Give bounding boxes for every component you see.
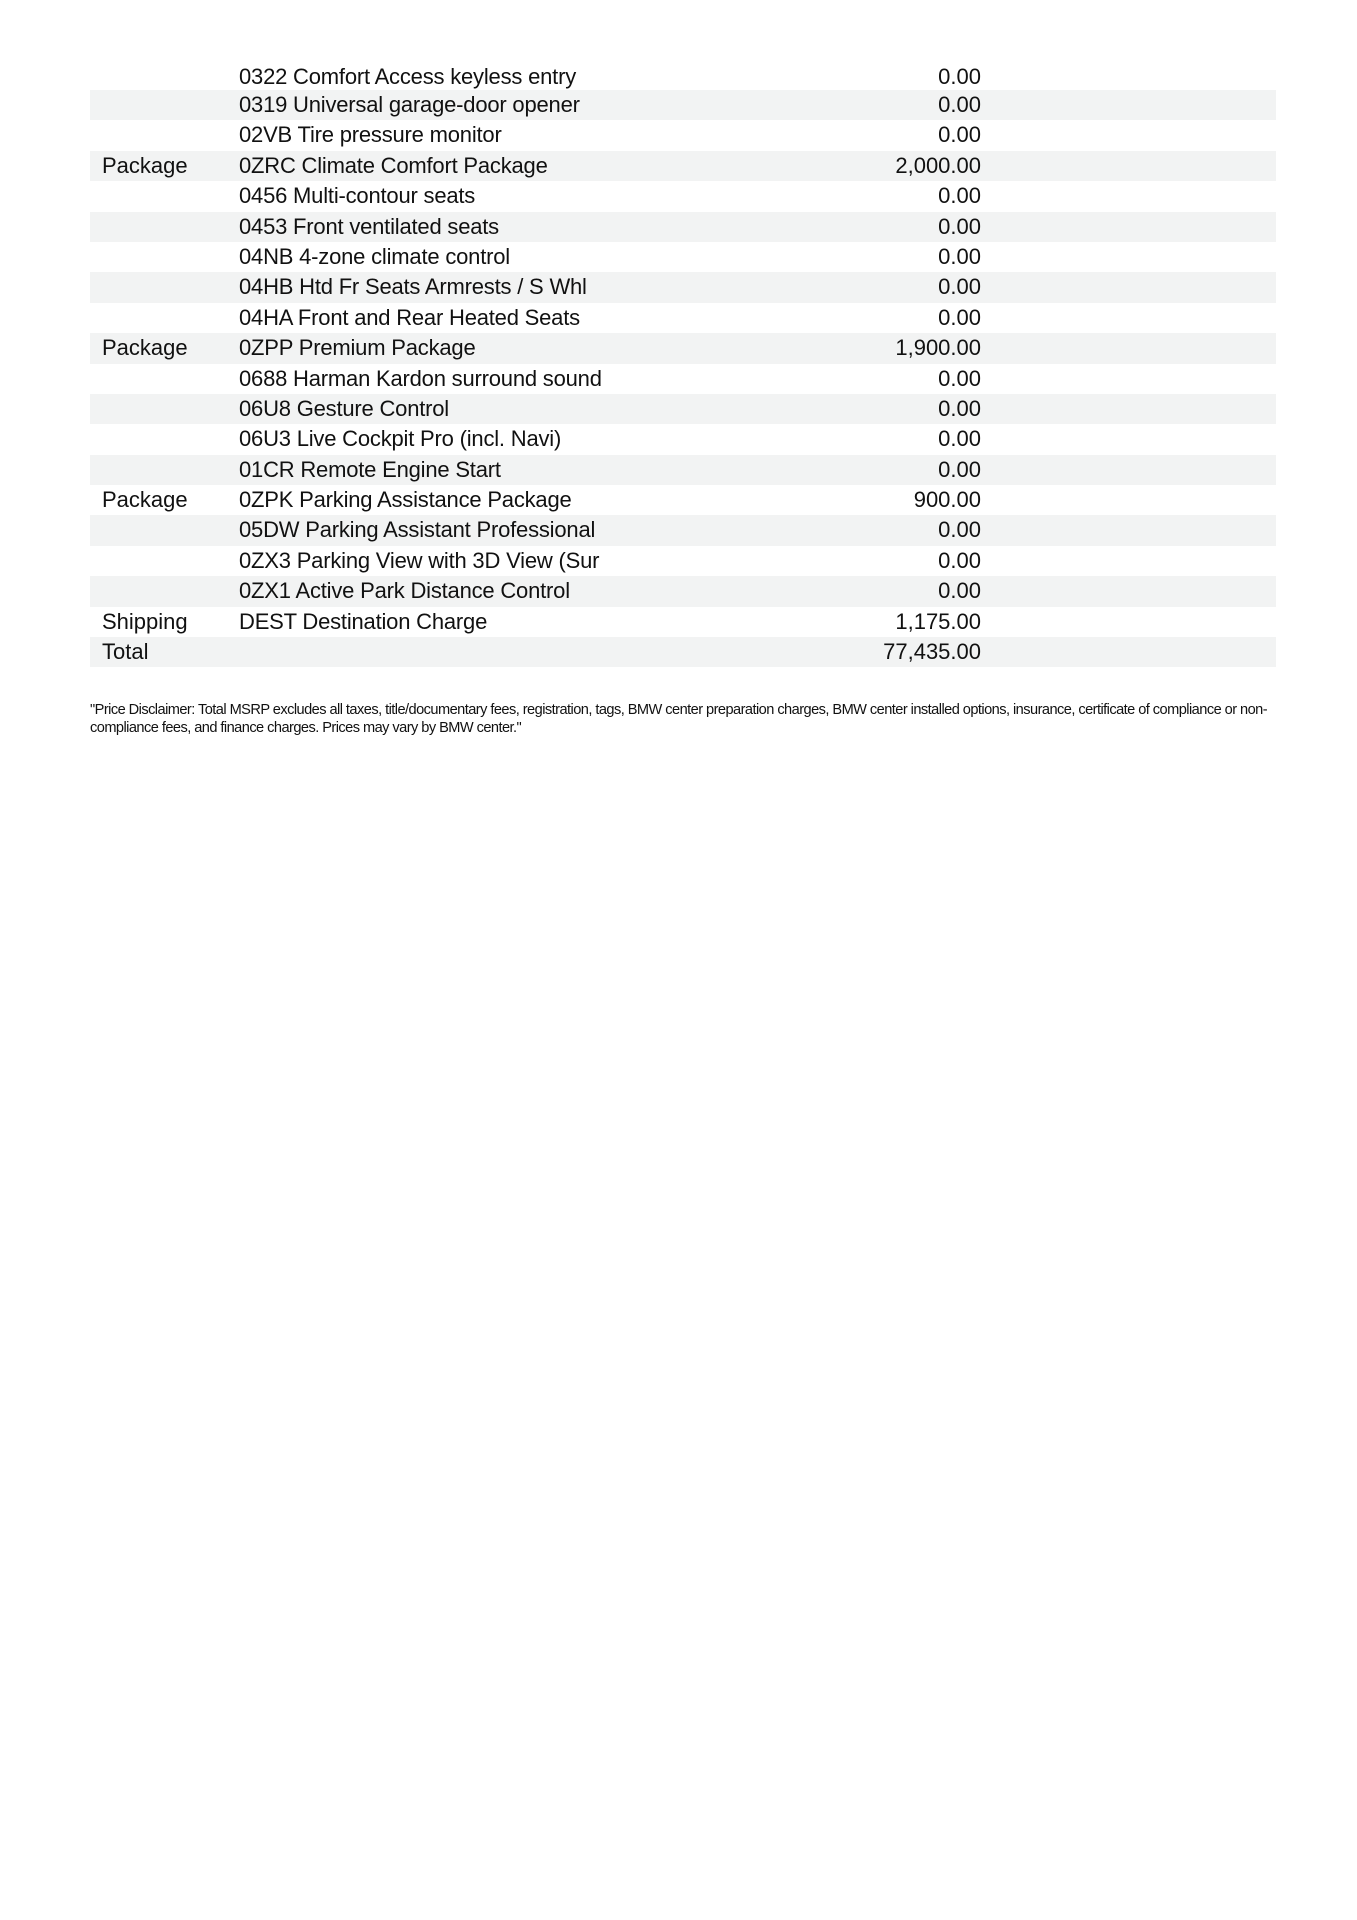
- table-row: [90, 272, 1276, 302]
- table-row: [90, 181, 1276, 211]
- row-description: 0ZPK Parking Assistance Package: [239, 487, 572, 513]
- row-price: 900.00: [913, 487, 981, 513]
- row-category: Package: [102, 152, 188, 178]
- row-price: 0.00: [938, 456, 981, 482]
- row-category: Package: [102, 487, 188, 513]
- table-row: [90, 607, 1276, 637]
- row-description: 0319 Universal garage-door opener: [239, 92, 580, 117]
- row-description: DEST Destination Charge: [239, 608, 488, 634]
- row-description: 02VB Tire pressure monitor: [239, 122, 502, 148]
- row-description: 0ZX1 Active Park Distance Control: [239, 578, 570, 604]
- row-price: 0.00: [938, 365, 981, 391]
- row-price: 0.00: [938, 274, 981, 300]
- row-price: 0.00: [938, 395, 981, 421]
- price-table: [90, 64, 1276, 667]
- row-price: 0.00: [938, 578, 981, 604]
- row-description: 04HB Htd Fr Seats Armrests / S Whl: [239, 274, 587, 300]
- row-description: 06U3 Live Cockpit Pro (incl. Navi): [239, 426, 562, 452]
- row-description: 01CR Remote Engine Start: [239, 456, 501, 482]
- row-description: 0456 Multi-contour seats: [239, 183, 476, 209]
- row-description: 0ZPP Premium Package: [239, 335, 476, 361]
- table-row: [90, 333, 1276, 363]
- row-description: 0322 Comfort Access keyless entry: [239, 64, 576, 89]
- row-category: Package: [102, 335, 188, 361]
- row-category: Total: [102, 639, 149, 665]
- table-row: [90, 515, 1276, 545]
- table-row: [90, 364, 1276, 394]
- row-price: 0.00: [938, 122, 981, 148]
- total-price: 77,435.00: [883, 639, 981, 665]
- table-row: [90, 242, 1276, 272]
- row-description: 0453 Front ventilated seats: [239, 213, 499, 239]
- table-row: [90, 303, 1276, 333]
- table-row: [90, 546, 1276, 576]
- table-row: [90, 485, 1276, 515]
- row-price: 0.00: [938, 213, 981, 239]
- table-row: [90, 64, 1276, 90]
- row-price: 0.00: [938, 243, 981, 269]
- table-row: [90, 120, 1276, 150]
- row-description: 05DW Parking Assistant Professional: [239, 517, 596, 543]
- total-row: [90, 637, 1276, 667]
- table-row: [90, 424, 1276, 454]
- row-price: 0.00: [938, 92, 981, 117]
- row-price: 0.00: [938, 64, 981, 89]
- row-description: 0ZRC Climate Comfort Package: [239, 152, 548, 178]
- row-price: 0.00: [938, 183, 981, 209]
- row-description: 0688 Harman Kardon surround sound: [239, 365, 602, 391]
- row-description: 04NB 4-zone climate control: [239, 243, 510, 269]
- table-row: [90, 394, 1276, 424]
- table-row: [90, 151, 1276, 181]
- price-disclaimer: "Price Disclaimer: Total MSRP excludes all taxes, title/documentary fees, registration, tags, BMW center preparation charges, BMW center installed options, insurance, certificate of compliance or non-compliance fees, and finance charges. Prices may vary by BMW center.": [90, 701, 1268, 736]
- row-description: 04HA Front and Rear Heated Seats: [239, 304, 580, 330]
- table-row: [90, 455, 1276, 485]
- row-description: 0ZX3 Parking View with 3D View (Sur: [239, 547, 600, 573]
- table-row: [90, 576, 1276, 606]
- row-description: 06U8 Gesture Control: [239, 395, 449, 421]
- row-category: Shipping: [102, 608, 188, 634]
- table-row: [90, 90, 1276, 120]
- row-price: 0.00: [938, 517, 981, 543]
- row-price: 1,900.00: [895, 335, 981, 361]
- row-price: 2,000.00: [895, 152, 981, 178]
- row-price: 0.00: [938, 304, 981, 330]
- table-row: [90, 212, 1276, 242]
- row-price: 1,175.00: [895, 608, 981, 634]
- row-price: 0.00: [938, 426, 981, 452]
- row-price: 0.00: [938, 547, 981, 573]
